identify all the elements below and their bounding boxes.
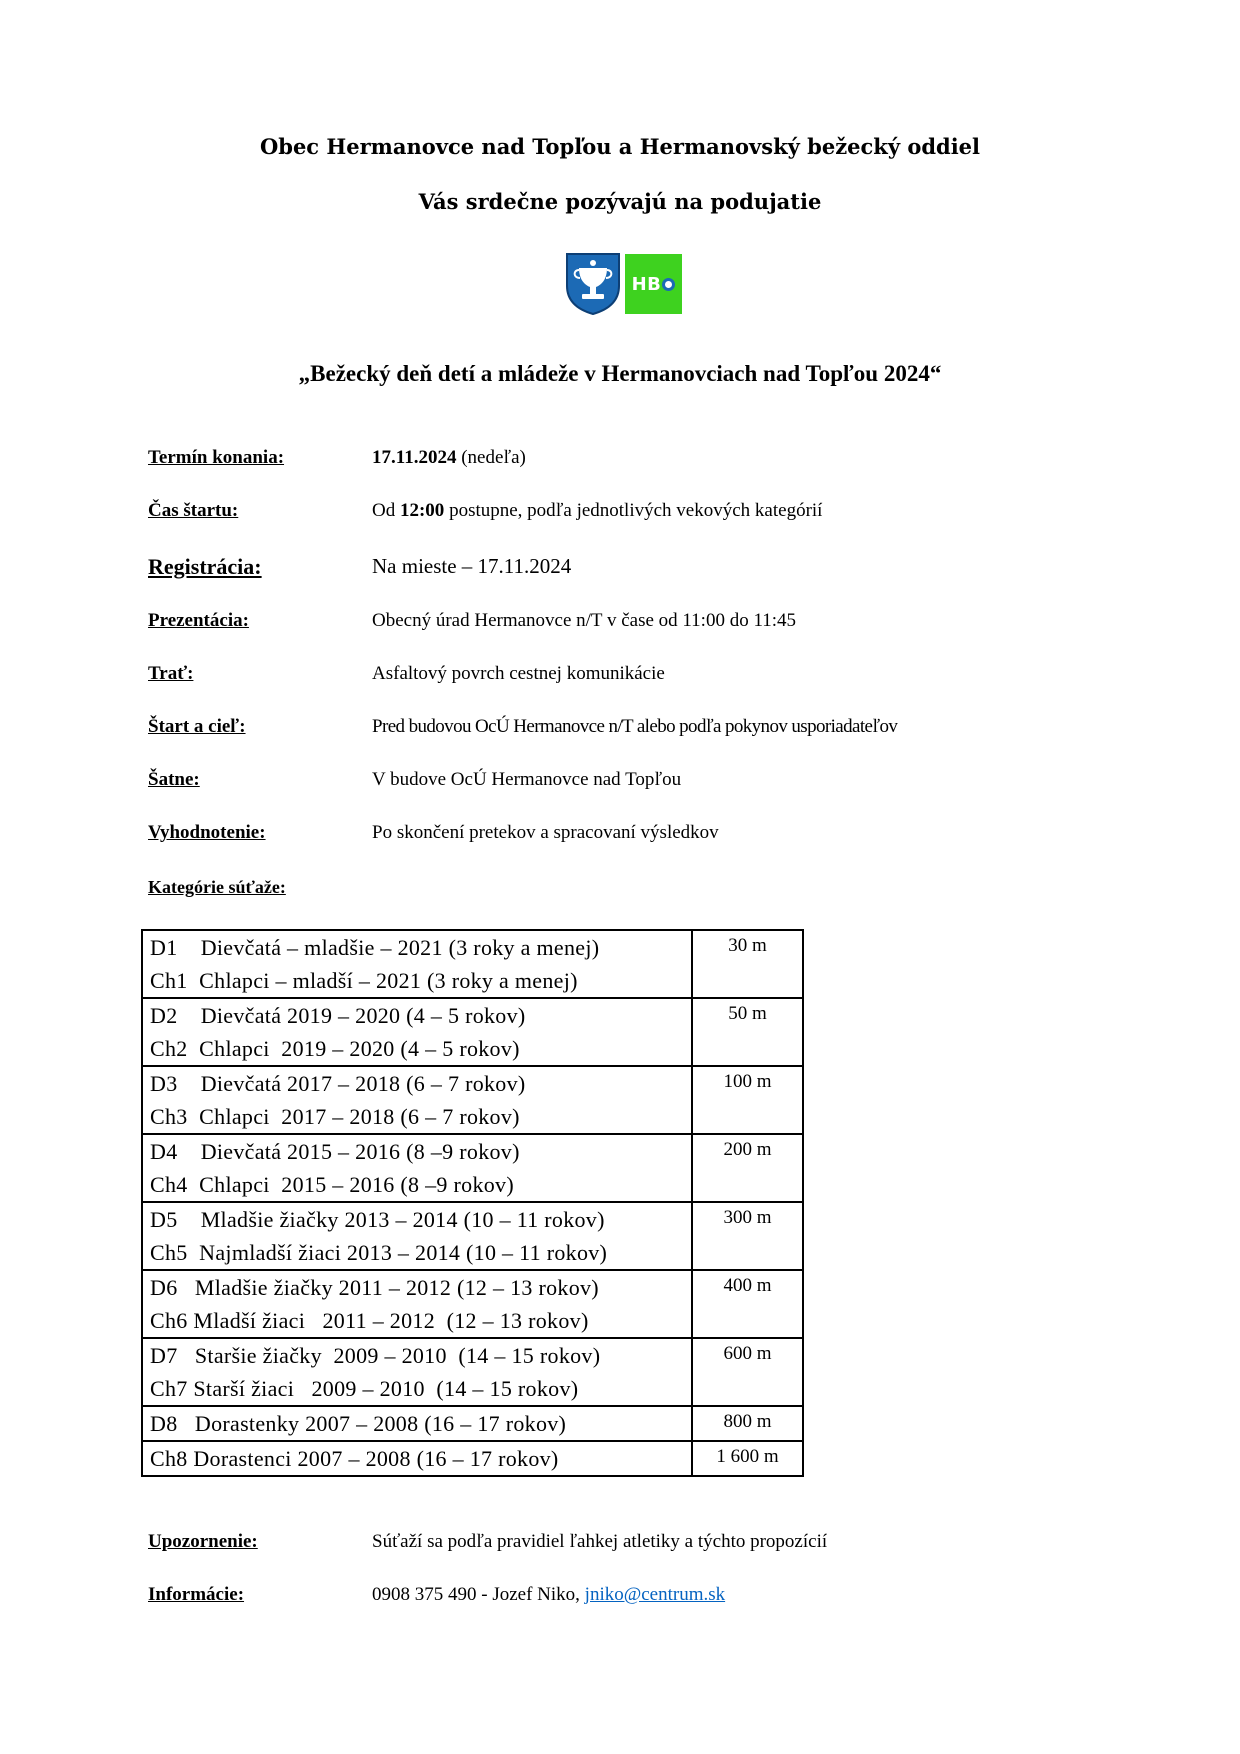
category-line: Ch1 Chlapci – mladší – 2021 (3 roky a menej) bbox=[150, 968, 578, 993]
category-names-cell bbox=[142, 1338, 692, 1406]
category-line: D7 Staršie žiačky 2009 – 2010 (14 – 15 rokov) bbox=[150, 1343, 601, 1368]
info-value bbox=[372, 1584, 725, 1606]
category-distance: 30 m bbox=[692, 930, 803, 998]
category-line: D4 Dievčatá 2015 – 2016 (8 –9 rokov) bbox=[150, 1139, 520, 1164]
category-line: Ch7 Starší žiaci 2009 – 2010 (14 – 15 rokov) bbox=[150, 1376, 579, 1401]
category-line: D2 Dievčatá 2019 – 2020 (4 – 5 rokov) bbox=[150, 1003, 526, 1028]
category-line: D8 Dorastenky 2007 – 2008 (16 – 17 rokov) bbox=[150, 1411, 567, 1436]
presentation-label: Prezentácia: bbox=[148, 610, 249, 631]
category-line: Ch8 Dorastenci 2007 – 2008 (16 – 17 rokov) bbox=[150, 1446, 559, 1471]
presentation-value: Obecný úrad Hermanovce n/T v čase od 11:00 do 11:45 bbox=[372, 610, 797, 631]
category-line: Ch5 Najmladší žiaci 2013 – 2014 (10 – 11 rokov) bbox=[150, 1240, 608, 1265]
info-label: Informácie: bbox=[148, 1584, 245, 1605]
event-title: „Bežecký deň detí a mládeže v Hermanovciach nad Topľou 2024“ bbox=[298, 361, 942, 386]
category-line: Ch4 Chlapci 2015 – 2016 (8 –9 rokov) bbox=[150, 1172, 514, 1197]
category-row bbox=[142, 1202, 803, 1270]
date-value-rest: (nedeľa) bbox=[456, 447, 526, 468]
categories-table bbox=[141, 929, 804, 1477]
invitation-heading: Vás srdečne pozývajú na podujatie bbox=[418, 189, 822, 214]
changing-rooms-label: Šatne: bbox=[148, 769, 200, 790]
running-o-icon bbox=[662, 278, 675, 291]
category-row bbox=[142, 930, 803, 998]
category-names-cell bbox=[142, 1441, 692, 1476]
category-distance: 100 m bbox=[692, 1066, 803, 1134]
hbo-logo-text: HB bbox=[631, 273, 662, 295]
category-line: D3 Dievčatá 2017 – 2018 (6 – 7 rokov) bbox=[150, 1071, 526, 1096]
evaluation-label: Vyhodnotenie: bbox=[148, 822, 266, 843]
email-link[interactable]: jniko@centrum.sk bbox=[584, 1584, 726, 1605]
start-time-label: Čas štartu: bbox=[148, 500, 239, 521]
category-names-cell bbox=[142, 1406, 692, 1441]
notice-value: Súťaží sa podľa pravidiel ľahkej atletiky a týchto propozícií bbox=[372, 1531, 828, 1552]
category-row bbox=[142, 1134, 803, 1202]
municipality-crest-logo bbox=[565, 252, 621, 316]
start-time-value bbox=[372, 500, 822, 522]
category-line: Ch2 Chlapci 2019 – 2020 (4 – 5 rokov) bbox=[150, 1036, 520, 1061]
start-time-bold: 12:00 bbox=[399, 500, 445, 521]
category-names-cell bbox=[142, 1202, 692, 1270]
track-value: Asfaltový povrch cestnej komunikácie bbox=[372, 663, 665, 684]
category-distance: 200 m bbox=[692, 1134, 803, 1202]
category-line: Ch3 Chlapci 2017 – 2018 (6 – 7 rokov) bbox=[150, 1104, 520, 1129]
registration-value: Na mieste – 17.11.2024 bbox=[372, 554, 572, 578]
category-row bbox=[142, 1270, 803, 1338]
categories-heading: Kategórie súťaže: bbox=[148, 877, 286, 897]
hbo-club-logo bbox=[625, 254, 682, 314]
category-distance: 50 m bbox=[692, 998, 803, 1066]
start-finish-label: Štart a cieľ: bbox=[148, 716, 246, 737]
changing-rooms-value: V budove OcÚ Hermanovce nad Topľou bbox=[372, 769, 682, 790]
registration-label: Registrácia: bbox=[148, 554, 262, 579]
start-time-rest: postupne, podľa jednotlivých vekových kategórií bbox=[444, 500, 823, 521]
category-names-cell bbox=[142, 930, 692, 998]
category-row bbox=[142, 1441, 803, 1476]
category-line: Ch6 Mladší žiaci 2011 – 2012 (12 – 13 rokov) bbox=[150, 1308, 589, 1333]
category-names-cell bbox=[142, 1066, 692, 1134]
category-row bbox=[142, 1338, 803, 1406]
category-distance: 1 600 m bbox=[692, 1441, 803, 1476]
category-line: D5 Mladšie žiačky 2013 – 2014 (10 – 11 rokov) bbox=[150, 1207, 605, 1232]
category-distance: 400 m bbox=[692, 1270, 803, 1338]
start-time-pre: Od bbox=[372, 500, 400, 521]
category-distance: 800 m bbox=[692, 1406, 803, 1441]
evaluation-value: Po skončení pretekov a spracovaní výsledkov bbox=[372, 822, 719, 843]
category-row bbox=[142, 1066, 803, 1134]
track-label: Trať: bbox=[148, 663, 194, 684]
organizer-heading: Obec Hermanovce nad Topľou a Hermanovský bežecký oddiel bbox=[259, 134, 981, 159]
info-phone-name: 0908 375 490 - Jozef Niko, bbox=[372, 1584, 585, 1605]
start-finish-value: Pred budovou OcÚ Hermanovce n/T alebo podľa pokynov usporiadateľov bbox=[372, 716, 898, 737]
logos bbox=[565, 252, 682, 316]
category-row bbox=[142, 998, 803, 1066]
category-distance: 300 m bbox=[692, 1202, 803, 1270]
category-row bbox=[142, 1406, 803, 1441]
category-names-cell bbox=[142, 1270, 692, 1338]
date-label: Termín konania: bbox=[148, 447, 285, 468]
category-line: D1 Dievčatá – mladšie – 2021 (3 roky a menej) bbox=[150, 935, 600, 960]
notice-label: Upozornenie: bbox=[148, 1531, 258, 1552]
date-value bbox=[372, 447, 526, 469]
category-names-cell bbox=[142, 1134, 692, 1202]
category-names-cell bbox=[142, 998, 692, 1066]
category-distance: 600 m bbox=[692, 1338, 803, 1406]
category-line: D6 Mladšie žiačky 2011 – 2012 (12 – 13 rokov) bbox=[150, 1275, 599, 1300]
date-value-bold: 17.11.2024 bbox=[372, 447, 457, 468]
categories-table-body bbox=[142, 930, 803, 1476]
